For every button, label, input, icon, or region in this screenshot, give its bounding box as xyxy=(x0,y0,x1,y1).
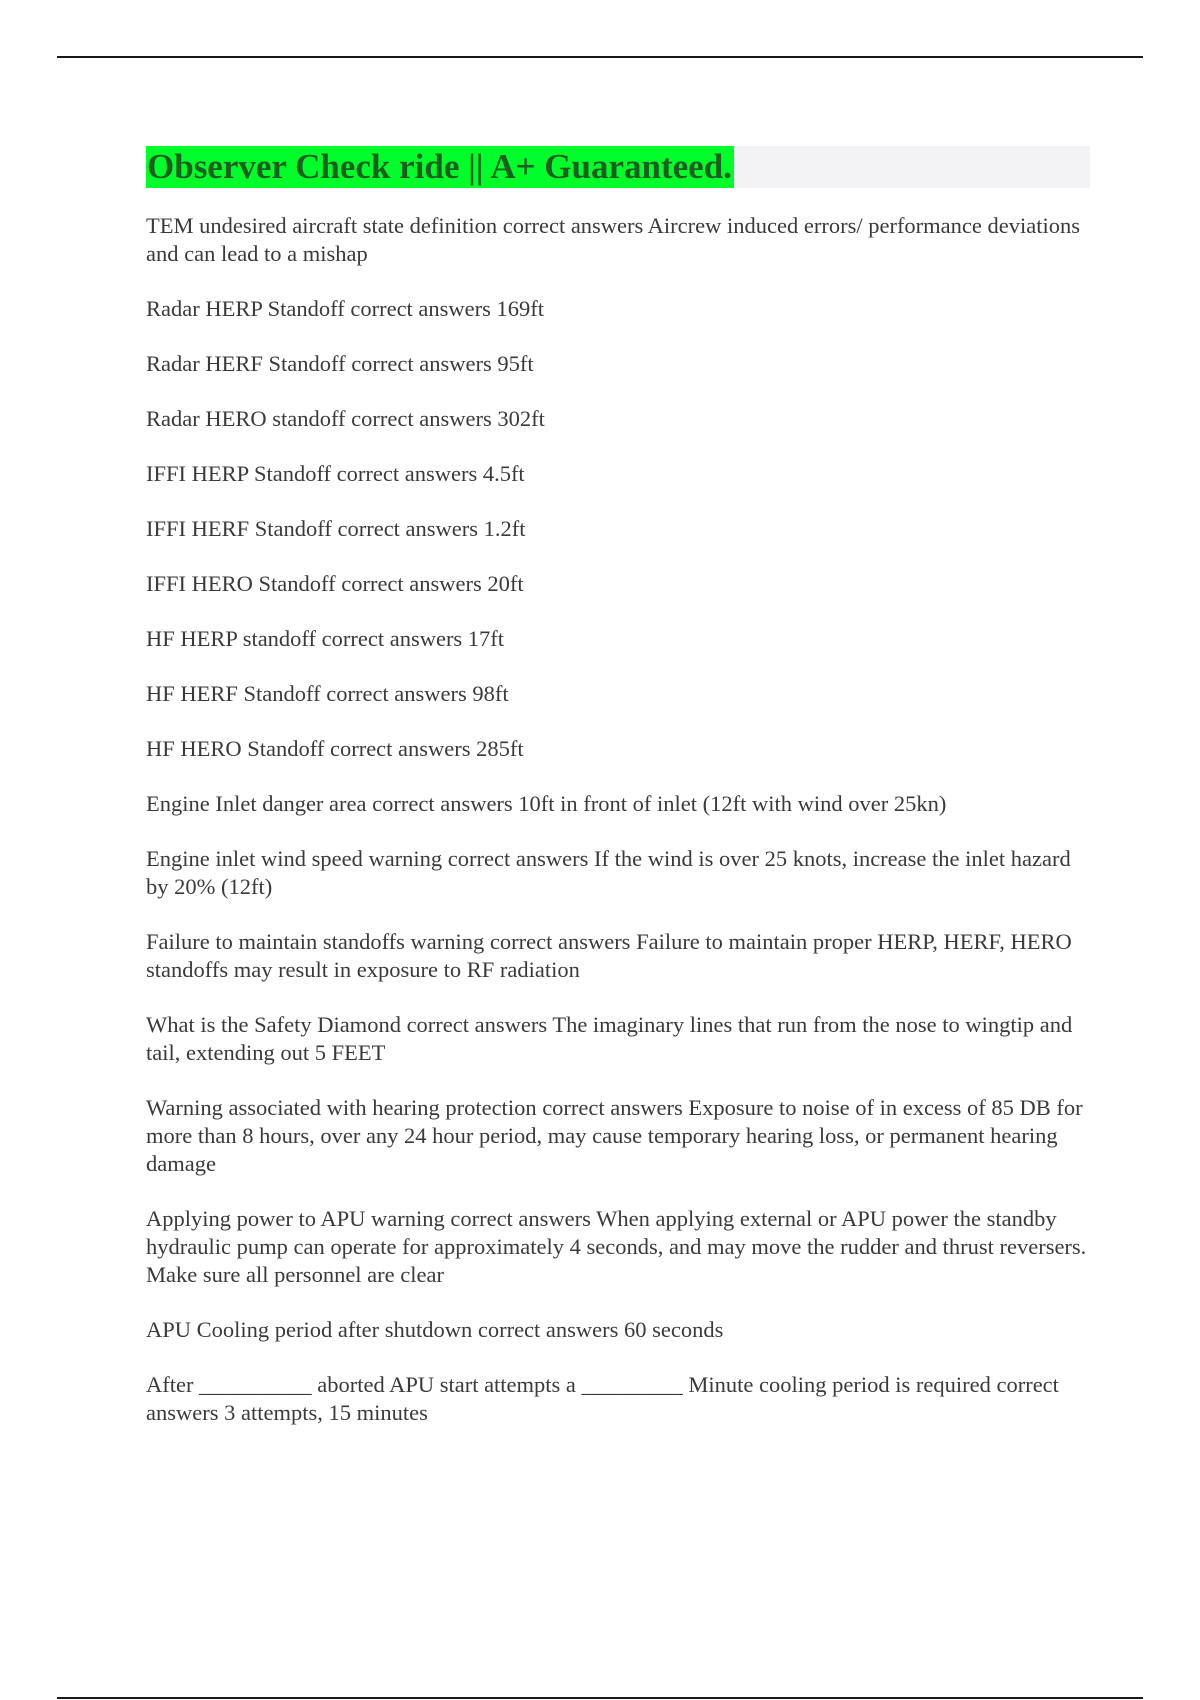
qa-item: What is the Safety Diamond correct answers The imaginary lines that run from the nose to wingtip and tail, extending out 5 FEET xyxy=(146,1012,1073,1065)
qa-item: After __________ aborted APU start attempts a _________ Minute cooling period is required correct answers 3 attempts, 15 minutes xyxy=(146,1372,1059,1425)
qa-item: Engine inlet wind speed warning correct answers If the wind is over 25 knots, increase the inlet hazard by 20% (12ft) xyxy=(146,846,1071,899)
qa-item: Engine Inlet danger area correct answers 10ft in front of inlet (12ft with wind over 25kn) xyxy=(146,791,947,816)
qa-item: Radar HERP Standoff correct answers 169ft xyxy=(146,296,545,321)
qa-item: Radar HERF Standoff correct answers 95ft xyxy=(146,351,534,376)
qa-item: IFFI HERP Standoff correct answers 4.5ft xyxy=(146,461,525,486)
qa-item: IFFI HERF Standoff correct answers 1.2ft xyxy=(146,516,526,541)
qa-list xyxy=(146,212,1090,1454)
document-title: Observer Check ride || A+ Guaranteed. xyxy=(147,147,732,186)
qa-item: Radar HERO standoff correct answers 302ft xyxy=(146,406,545,431)
qa-item: APU Cooling period after shutdown correct answers 60 seconds xyxy=(146,1317,724,1342)
bottom-divider xyxy=(57,1697,1143,1699)
qa-item: Warning associated with hearing protection correct answers Exposure to noise of in excess of 85 DB for more than 8 hours, over any 24 hour period, may cause temporary hearing loss, or permanent hearing damage xyxy=(146,1095,1083,1176)
qa-item: Applying power to APU warning correct answers When applying external or APU power the standby hydraulic pump can operate for approximately 4 seconds, and may move the rudder and thrust reversers. Make sure all personnel are clear xyxy=(146,1206,1087,1287)
qa-item: HF HERO Standoff correct answers 285ft xyxy=(146,736,524,761)
qa-item: Failure to maintain standoffs warning correct answers Failure to maintain proper HERP, HERF, HERO standoffs may result in exposure to RF radiation xyxy=(146,929,1072,982)
qa-item: IFFI HERO Standoff correct answers 20ft xyxy=(146,571,524,596)
qa-item: HF HERF Standoff correct answers 98ft xyxy=(146,681,509,706)
top-divider xyxy=(57,56,1143,58)
qa-item: TEM undesired aircraft state definition correct answers Aircrew induced errors/ performance deviations and can lead to a mishap xyxy=(146,213,1080,266)
qa-item: HF HERP standoff correct answers 17ft xyxy=(146,626,505,651)
